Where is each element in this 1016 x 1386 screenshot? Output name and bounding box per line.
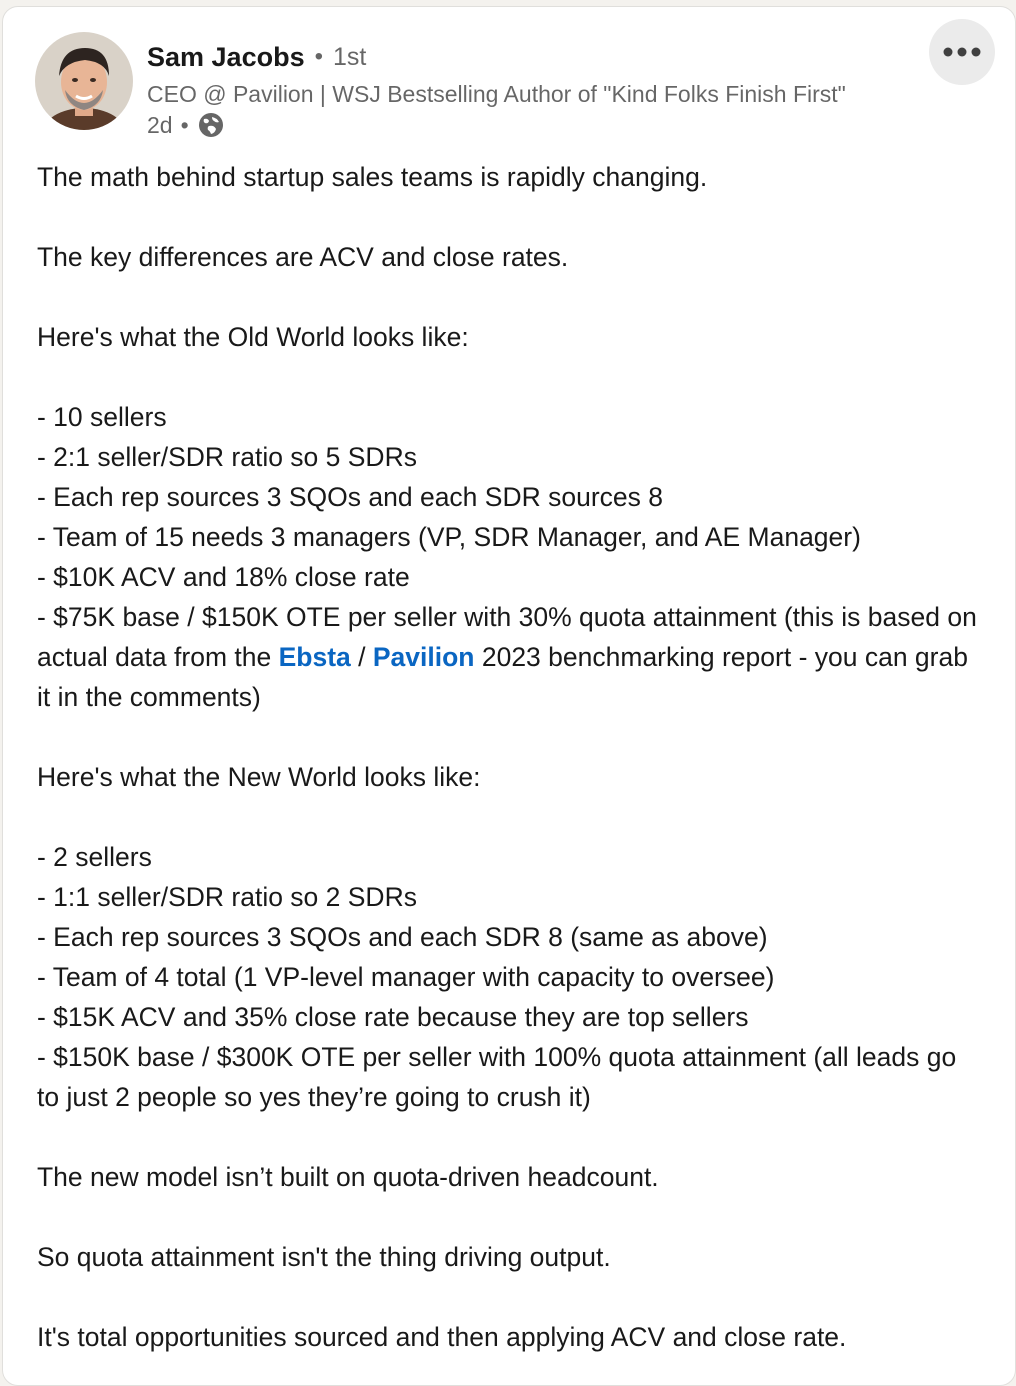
author-avatar[interactable] xyxy=(35,32,133,130)
connection-degree: 1st xyxy=(333,42,367,71)
ellipsis-icon xyxy=(942,46,982,58)
list-item-text: 2023 benchmarking report - you can grab it in the comments) xyxy=(37,642,968,712)
post-meta xyxy=(147,109,225,141)
author-name[interactable]: Sam Jacobs xyxy=(147,41,305,72)
post-body xyxy=(37,157,977,1357)
feed-post-card xyxy=(2,6,1016,1386)
post-paragraph: The key differences are ACV and close rates. xyxy=(37,242,569,272)
mention-link-pavilion[interactable]: Pavilion xyxy=(372,642,475,672)
list-item: - 10 sellers xyxy=(37,402,167,432)
post-time[interactable]: 2d xyxy=(147,111,173,138)
list-item: - $10K ACV and 18% close rate xyxy=(37,562,410,592)
time-separator: • xyxy=(180,111,189,138)
list-item: - 2 sellers xyxy=(37,842,152,872)
globe-icon xyxy=(197,111,225,139)
author-photo xyxy=(35,32,133,130)
post-paragraph: The new model isn’t built on quota-driven headcount. xyxy=(37,1162,659,1192)
author-name-row xyxy=(147,37,366,77)
post-paragraph: It's total opportunities sourced and then applying ACV and close rate. xyxy=(37,1322,847,1352)
degree-separator: • xyxy=(314,43,323,70)
list-item-text: - $75K base / $150K OTE per seller with 30% quota attainment (this is based on actual data from the xyxy=(37,602,977,672)
list-item: - $15K ACV and 35% close rate because they are top sellers xyxy=(37,1002,749,1032)
post-paragraph: Here's what the New World looks like: xyxy=(37,762,481,792)
list-item: - Each rep sources 3 SQOs and each SDR sources 8 xyxy=(37,482,663,512)
list-item: - Team of 4 total (1 VP-level manager with capacity to oversee) xyxy=(37,962,775,992)
list-item xyxy=(37,597,977,717)
post-paragraph: The math behind startup sales teams is rapidly changing. xyxy=(37,162,708,192)
list-item: - Team of 15 needs 3 managers (VP, SDR Manager, and AE Manager) xyxy=(37,522,861,552)
list-item: - $150K base / $300K OTE per seller with 100% quota attainment (all leads go to just 2 people so yes they’re going to crush it) xyxy=(37,1042,957,1112)
list-item: - 1:1 seller/SDR ratio so 2 SDRs xyxy=(37,882,417,912)
mention-separator: / xyxy=(350,642,373,672)
list-item: - 2:1 seller/SDR ratio so 5 SDRs xyxy=(37,442,417,472)
mention-link-ebsta[interactable]: Ebsta xyxy=(278,642,351,672)
post-paragraph: So quota attainment isn't the thing driving output. xyxy=(37,1242,611,1272)
more-options-button[interactable] xyxy=(929,19,995,85)
post-paragraph: Here's what the Old World looks like: xyxy=(37,322,469,352)
author-headline[interactable]: CEO @ Pavilion | WSJ Bestselling Author of "Kind Folks Finish First" xyxy=(147,81,846,107)
list-item: - Each rep sources 3 SQOs and each SDR 8 (same as above) xyxy=(37,922,768,952)
